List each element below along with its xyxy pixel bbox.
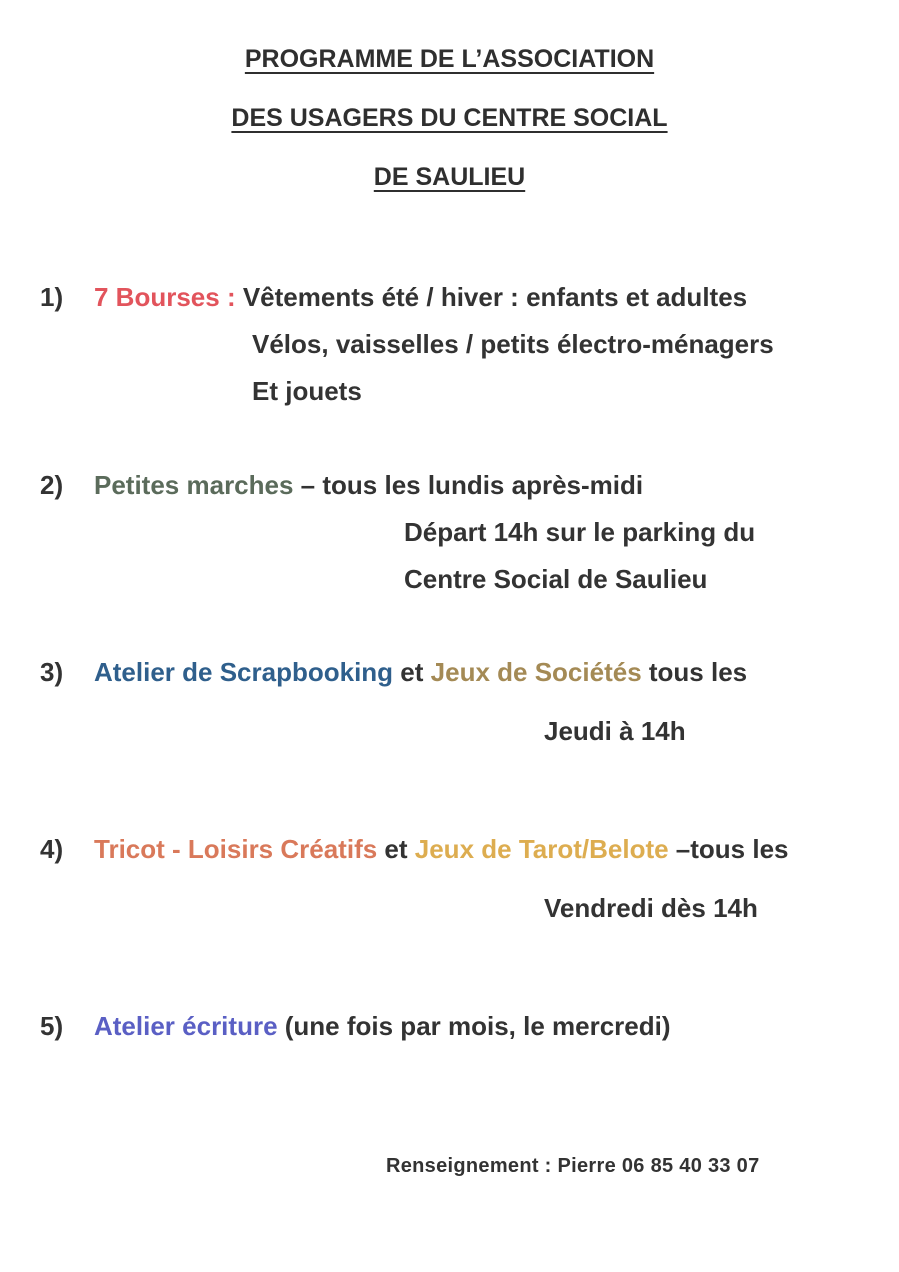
title-line-1: PROGRAMME DE L’ASSOCIATION: [244, 45, 655, 73]
item-text: Vêtements été / hiver : enfants et adultes: [242, 282, 748, 312]
item-text: (une fois par mois, le mercredi): [277, 1011, 671, 1041]
item-number: 5): [40, 1011, 64, 1041]
item-detail: Centre Social de Saulieu: [404, 564, 708, 594]
item-number: 3): [40, 657, 64, 687]
item-number: 2): [40, 470, 64, 500]
item-text: – tous les lundis après-midi: [293, 470, 644, 500]
contact-info: Renseignement : Pierre 06 85 40 33 07: [386, 1155, 760, 1177]
item-detail: Vélos, vaisselles / petits électro-ménagers: [252, 329, 774, 359]
item-heading: [94, 1011, 671, 1042]
title-line-2: DES USAGERS DU CENTRE SOCIAL: [231, 104, 668, 132]
item-connector: et: [377, 834, 415, 864]
title-line-3: DE SAULIEU: [373, 163, 526, 191]
item-number: 4): [40, 834, 64, 864]
item-label-a: Tricot - Loisirs Créatifs: [94, 834, 378, 864]
item-label-b: Jeux de Tarot/Belote: [414, 834, 669, 864]
item-label-b: Jeux de Sociétés: [430, 657, 642, 687]
item-label: Petites marches: [94, 470, 294, 500]
item-label: 7 Bourses :: [94, 282, 236, 312]
item-number: 1): [40, 282, 64, 312]
item-heading: [94, 657, 747, 688]
item-detail: Jeudi à 14h: [544, 716, 686, 746]
item-heading: [94, 470, 643, 501]
item-label: Atelier écriture: [94, 1011, 278, 1041]
item-heading: [94, 282, 747, 313]
item-text: tous les: [641, 657, 748, 687]
item-heading: [94, 834, 789, 865]
item-text: –tous les: [668, 834, 789, 864]
item-detail: Départ 14h sur le parking du: [404, 517, 756, 547]
item-detail: Et jouets: [252, 376, 362, 406]
item-label-a: Atelier de Scrapbooking: [94, 657, 394, 687]
item-detail: Vendredi dès 14h: [544, 893, 758, 923]
item-connector: et: [393, 657, 431, 687]
